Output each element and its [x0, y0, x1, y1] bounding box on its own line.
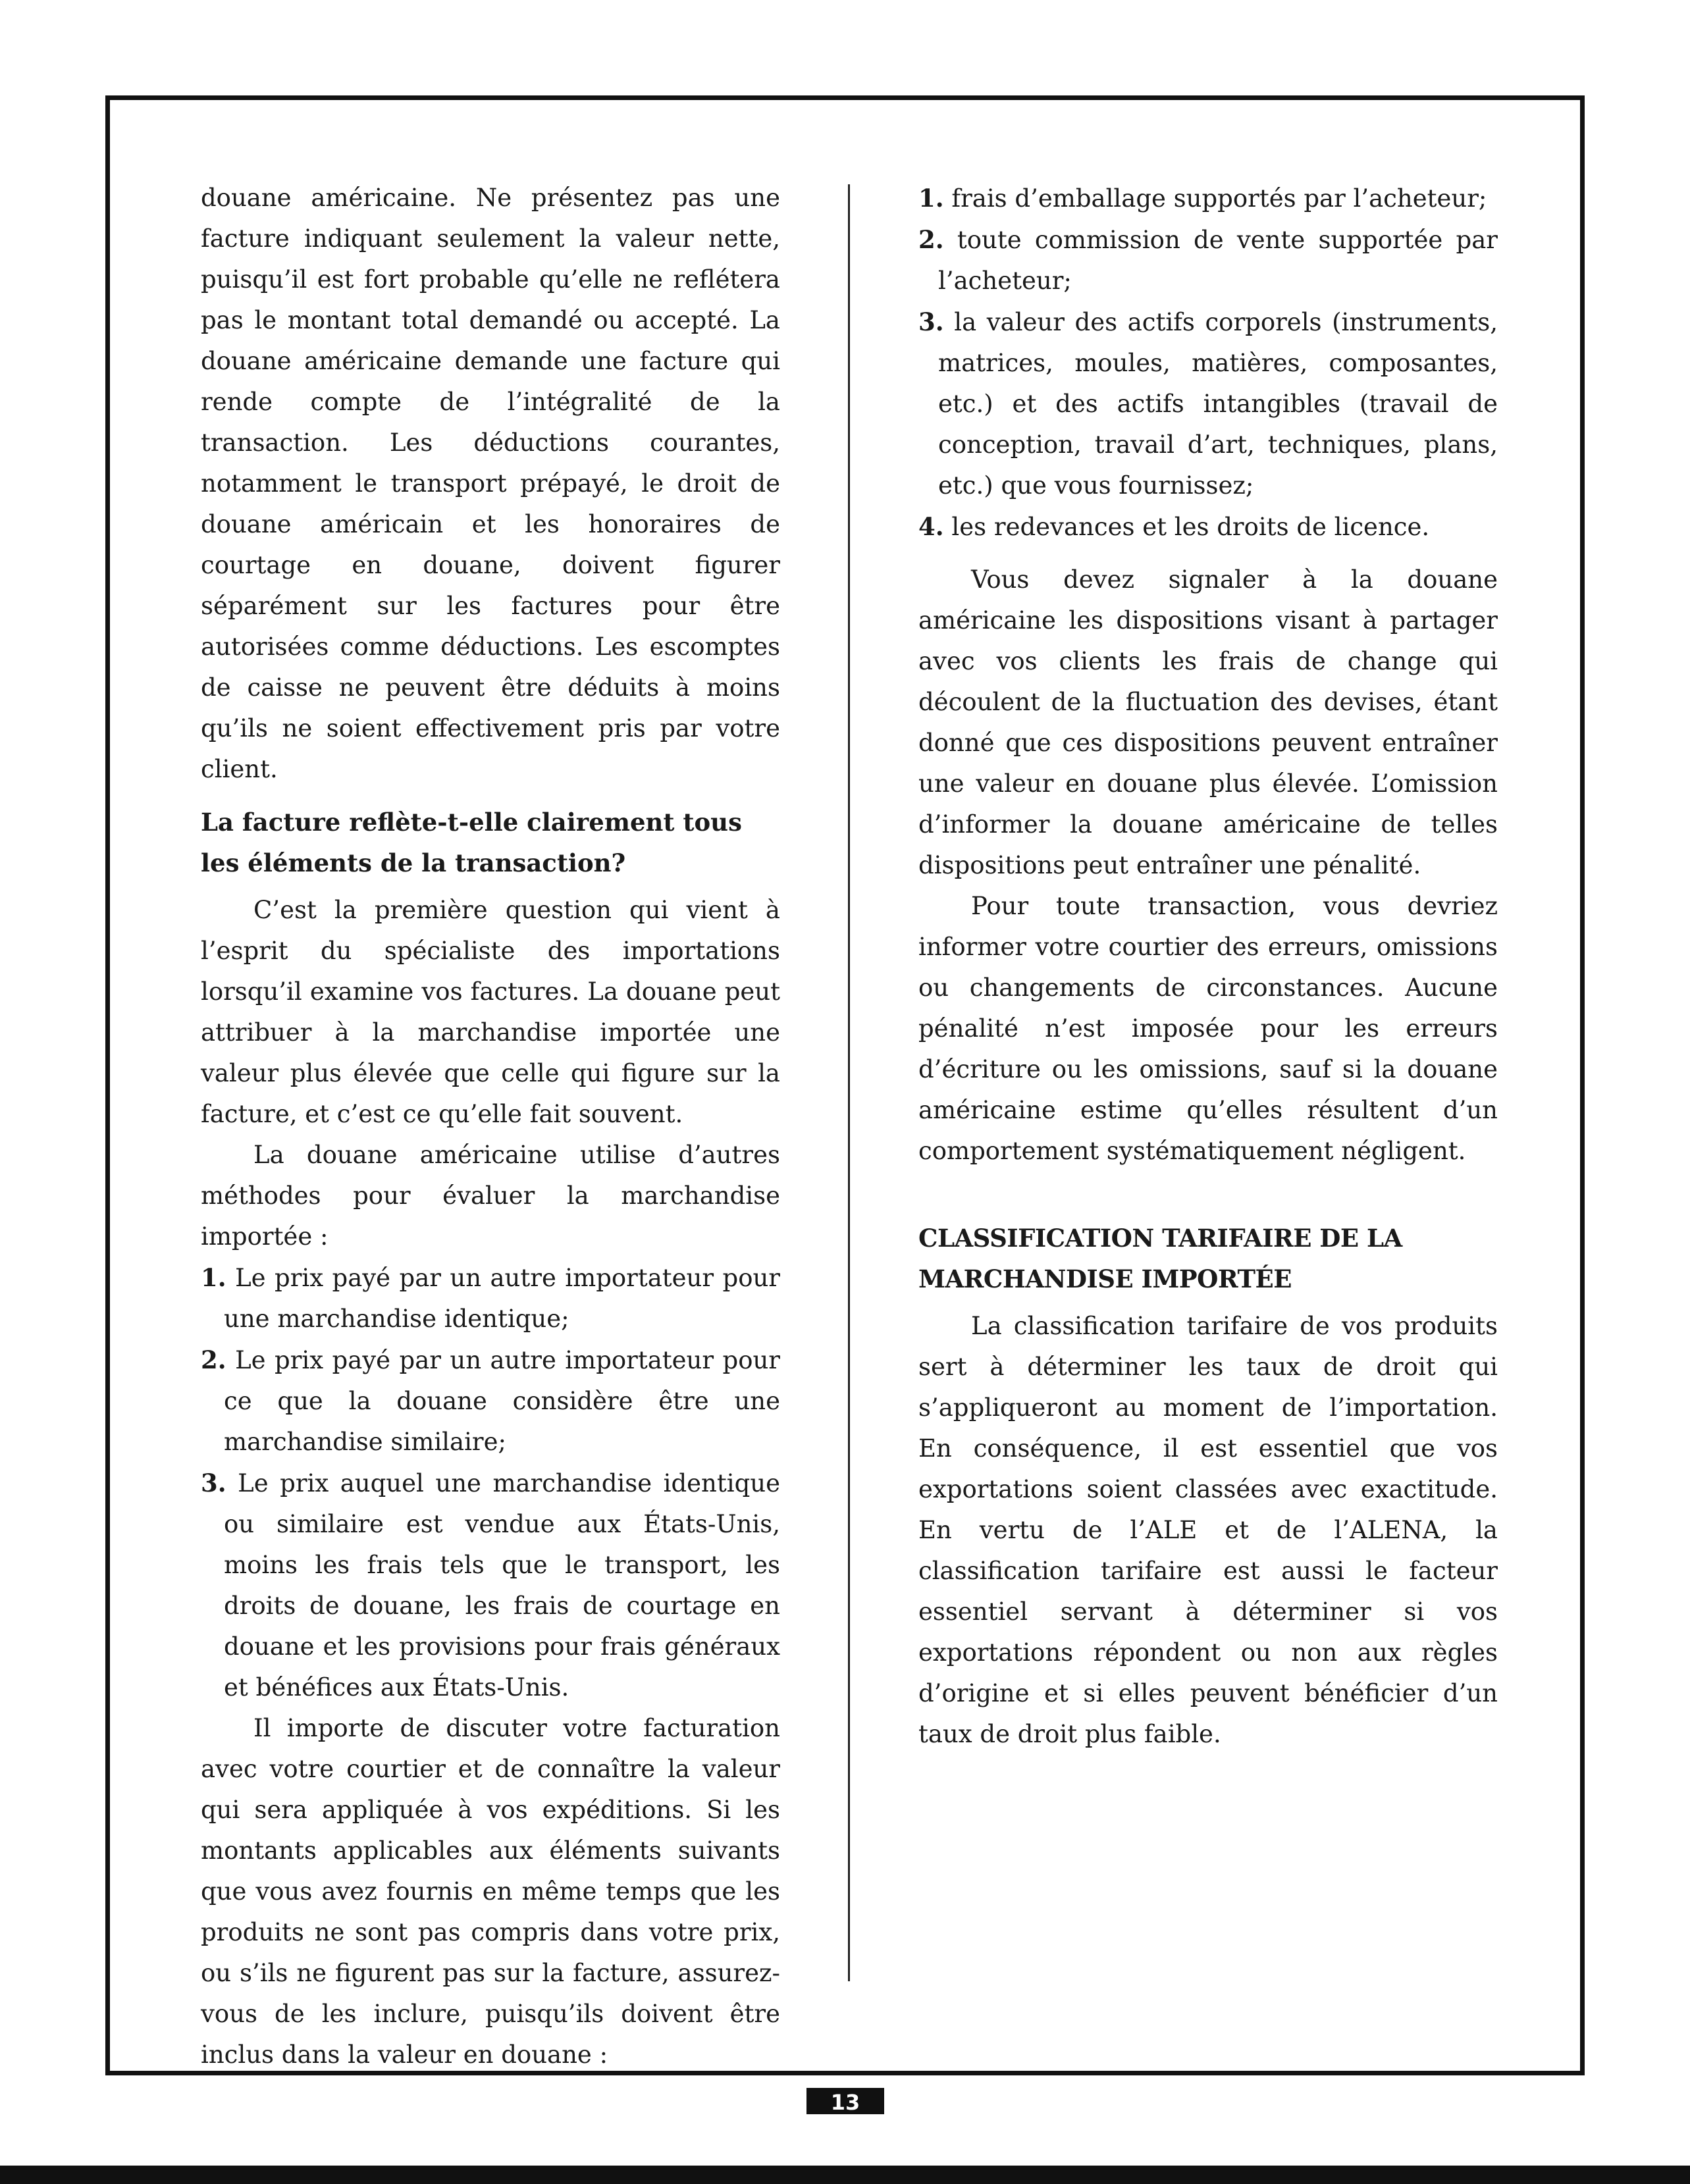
list-number: 1. [918, 184, 944, 213]
list-item [918, 506, 1498, 548]
list-text: frais d’emballage supportés par l’acheteur; [951, 184, 1487, 213]
list-text: Le prix payé par un autre importateur pour une marchandise identique; [224, 1264, 780, 1333]
paragraph: C’est la première question qui vient à l’esprit du spécialiste des importations lorsqu’il examine vos factures. La douane peut attribuer à la marchandise importée une valeur plus élevée que celle qui figure sur la facture, et c’est ce qu’elle fait souvent. [201, 896, 780, 1128]
list-text: Le prix payé par un autre importateur pour ce que la douane considère être une marchandise similaire; [224, 1346, 780, 1456]
paragraph: Pour toute transaction, vous devriez informer votre courtier des erreurs, omissions ou changements de circonstances. Aucune pénalité n’est imposée pour les erreurs d’écriture ou les omissions, sauf si la douane américaine estime qu’elles résultent d’un comportement systématiquement négligent. [918, 892, 1498, 1165]
column-divider [848, 184, 850, 1981]
list-item [201, 1463, 780, 1708]
paragraph: La douane américaine utilise d’autres méthodes pour évaluer la marchandise importée : [201, 1141, 780, 1251]
left-column [201, 178, 780, 2075]
list-text: toute commission de vente supportée par l’acheteur; [938, 226, 1498, 295]
list-number: 2. [201, 1345, 226, 1374]
list-item [918, 301, 1498, 506]
page-number: 13 [806, 2088, 884, 2114]
paragraph: Il importe de discuter votre facturation avec votre courtier et de connaître la valeur qui sera appliquée à vos expéditions. Si les montants applicables aux éléments suivants que vous avez fournis en même temps que les produits ne sont pas compris dans votre prix, ou s’ils ne figurent pas sur la facture, assurez-vous de les inclure, puisqu’ils doivent être inclus dans la valeur en douane : [201, 1714, 780, 2069]
section-heading: La facture reflète-t-elle clairement tous les éléments de la transaction? [201, 808, 742, 877]
list-item [201, 1339, 780, 1463]
list-item [201, 1257, 780, 1339]
list-text: Le prix auquel une marchandise identique ou similaire est vendue aux États-Unis, moins les frais tels que le transport, les droits de douane, les frais de courtage en douane et les provisions pour frais généraux et bénéfices aux États-Unis. [224, 1469, 780, 1702]
paragraph: La classification tarifaire de vos produits sert à déterminer les taux de droit qui s’appliqueront au moment de l’importation. En conséquence, il est essentiel que vos exportations soient classées avec exactitude. En vertu de l’ALE et de l’ALENA, la classification tarifaire est aussi le facteur essentiel servant à déterminer si vos exportations répondent ou non aux règles d’origine et si elles peuvent bénéficier d’un taux de droit plus faible. [918, 1312, 1498, 1748]
paragraph: douane américaine. Ne présentez pas une facture indiquant seulement la valeur nette, puisqu’il est fort probable qu’elle ne reflétera pas le montant total demandé ou accepté. La douane américaine demande une facture qui rende compte de l’intégralité de la transaction. Les déductions courantes, notamment le transport prépayé, le droit de douane américain et les honoraires de courtage en douane, doivent figurer séparément sur les factures pour être autorisées comme déductions. Les escomptes de caisse ne peuvent être déduits à moins qu’ils ne soient effectivement pris par votre client. [201, 184, 780, 783]
section-heading: CLASSIFICATION TARIFAIRE DE LA MARCHANDISE IMPORTÉE [918, 1224, 1402, 1293]
list-number: 4. [918, 512, 944, 541]
list-number: 2. [918, 225, 944, 254]
list-item [918, 219, 1498, 301]
list-text: la valeur des actifs corporels (instruments, matrices, moules, matières, composantes, etc.) et des actifs intangibles (travail de conception, travail d’art, techniques, plans, etc.) que vous fournissez; [938, 308, 1498, 500]
right-column [918, 178, 1498, 1755]
list-number: 3. [918, 307, 944, 336]
list-text: les redevances et les droits de licence. [951, 513, 1430, 541]
scan-edge-bar [0, 2166, 1690, 2184]
list-number: 1. [201, 1263, 226, 1292]
list-number: 3. [201, 1469, 226, 1497]
list-item [918, 178, 1498, 219]
paragraph: Vous devez signaler à la douane américaine les dispositions visant à partager avec vos clients les frais de change qui découlent de la fluctuation des devises, étant donné que ces dispositions peuvent entraîner une valeur en douane plus élevée. L’omission d’informer la douane américaine de telles dispositions peut entraîner une pénalité. [918, 565, 1498, 879]
